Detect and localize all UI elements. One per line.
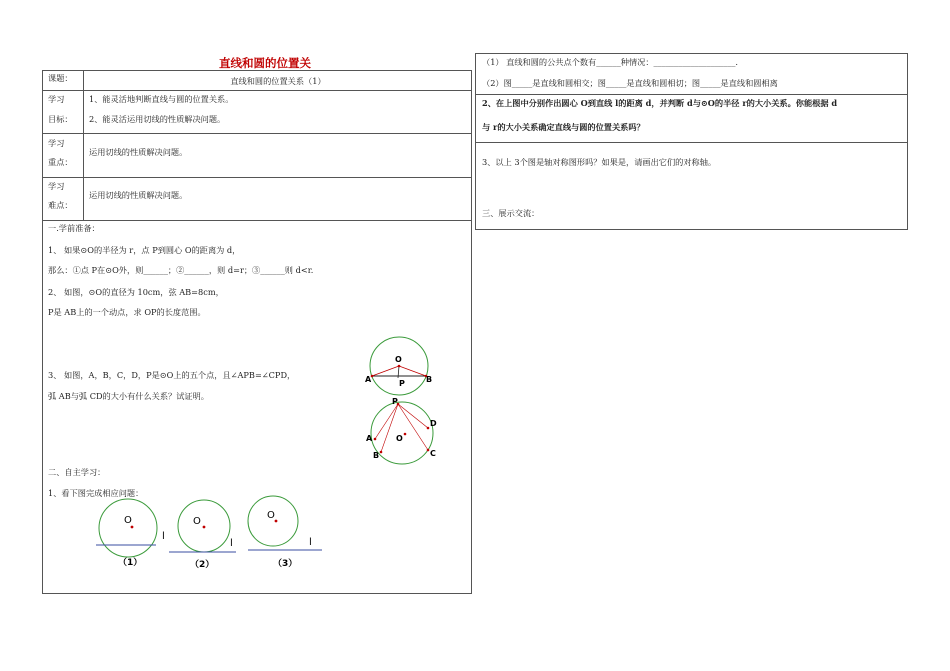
key-label-2: 重点： — [48, 157, 73, 167]
prep-q3b: 弧 AB与弧 CD的大小有什么关系？试证明。 — [48, 391, 209, 401]
key-value: 运用切线的性质解决问题。 — [89, 147, 188, 157]
circle3-caption: （3） — [273, 559, 298, 569]
right-q-b: （2）图_____是直线和圆相交；图_____是直线和圆相切；图_____是直线和圆相离 — [482, 78, 778, 88]
prep-q1b: 那么：①点 P在⊙O外，则______；②______，则 d=r；③______则 d<r. — [48, 265, 314, 275]
fig1-label-a: A — [365, 375, 372, 384]
circle2-caption: （2） — [190, 560, 215, 570]
five-points-figure — [362, 395, 446, 467]
topic-label: 课题： — [48, 73, 73, 83]
fig1-label-o: O — [395, 355, 402, 364]
diff-value: 运用切线的性质解决问题。 — [89, 190, 188, 200]
self-study-heading: 二、自主学习： — [48, 467, 106, 477]
prep-q2b: P是 AB上的一个动点，求 OP的长度范围。 — [48, 307, 206, 317]
right-q2: 2、在上图中分别作出圆心 O到直线 l的距离 d，并判断 d与⊙O的半径 r的大小关系。你能根据 d — [482, 98, 838, 108]
right-q3: 3、以上 3个图是轴对称图形吗？如果是，请画出它们的对称轴。 — [482, 157, 717, 167]
goal-label-2: 目标： — [48, 114, 73, 124]
prep-q2: 2、 如图，⊙O的直径为 10cm，弦 AB=8cm， — [48, 287, 224, 297]
chord-figure — [360, 335, 440, 397]
self-study-q1: 1、看下图完成相应问题： — [48, 488, 144, 498]
fig2-label-d: D — [430, 419, 437, 428]
goal-2: 2、能灵活运用切线的性质解决问题。 — [89, 114, 226, 124]
fig2-label-b: B — [373, 451, 380, 460]
circle2-line-label: l — [230, 538, 233, 549]
circles-line-figures — [90, 495, 330, 575]
right-q-a: （1） 直线和圆的公共点个数有______种情况：____________________. — [482, 57, 739, 67]
diff-label-2: 难点： — [48, 200, 73, 210]
circle1-center-label: O — [124, 515, 132, 526]
topic-value: 直线和圆的位置关系（1） — [230, 76, 326, 86]
circle2-center-label: O — [193, 516, 201, 527]
goal-label-1: 学习 — [48, 94, 65, 104]
fig1-label-b: B — [426, 375, 433, 384]
fig2-label-a: A — [366, 434, 373, 443]
prep-heading: 一.学前准备： — [48, 223, 100, 233]
prep-q1: 1、 如果⊙O的半径为 r，点 P到圆心 O的距离为 d， — [48, 245, 241, 255]
diff-label-1: 学习 — [48, 181, 65, 191]
circle1-caption: （1） — [118, 558, 143, 568]
fig2-label-p: P — [392, 397, 398, 406]
circle1-line-label: l — [162, 531, 165, 542]
prep-q3: 3、 如图，A，B，C，D，P是⊙O上的五个点，且∠APB=∠CPD， — [48, 370, 296, 380]
right-q4: 三、展示交流： — [482, 208, 540, 218]
fig2-label-o: O — [396, 434, 403, 443]
goal-1: 1、能灵活地判断直线与圆的位置关系。 — [89, 94, 234, 104]
page-title: 直线和圆的位置关 — [219, 56, 311, 70]
circle3-line-label: l — [309, 537, 312, 548]
key-label-1: 学习 — [48, 138, 65, 148]
fig1-label-p: P — [399, 379, 405, 388]
circle3-center-label: O — [267, 510, 275, 521]
right-q2b: 与 r的大小关系确定直线与圆的位置关系吗？ — [482, 122, 645, 132]
fig2-label-c: C — [430, 449, 436, 458]
